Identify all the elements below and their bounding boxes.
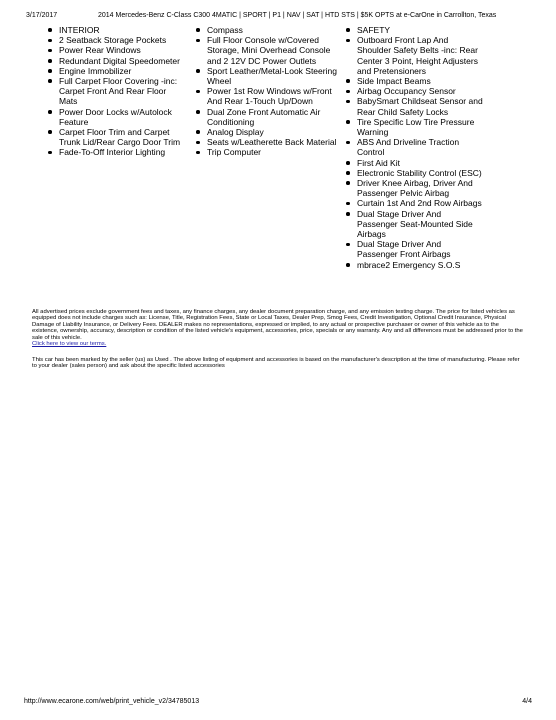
feature-item: Dual Stage Driver And Passenger Seat-Mounted Side Airbags	[343, 209, 483, 240]
page-number: 4/4	[522, 698, 532, 705]
feature-item: Electronic Stability Control (ESC)	[343, 168, 483, 178]
print-date: 3/17/2017	[26, 12, 58, 19]
feature-item: Analog Display	[193, 127, 341, 137]
terms-link[interactable]: Click here to view our terms.	[32, 341, 107, 348]
feature-item: Full Carpet Floor Covering -inc: Carpet Front And Rear Floor Mats	[45, 76, 185, 107]
feature-item: Side Impact Beams	[343, 76, 483, 86]
feature-item: Power Door Locks w/Autolock Feature	[45, 107, 185, 127]
feature-item: 2 Seatback Storage Pockets	[45, 35, 185, 45]
feature-item: Trip Computer	[193, 147, 341, 157]
feature-item: First Aid Kit	[343, 158, 483, 168]
feature-item: Compass	[193, 25, 341, 35]
feature-item: Power Rear Windows	[45, 45, 185, 55]
feature-item: INTERIOR	[45, 25, 185, 35]
feature-item: Tire Specific Low Tire Pressure Warning	[343, 117, 483, 137]
feature-item: BabySmart Childseat Sensor and Rear Child Safety Locks	[343, 96, 483, 116]
used-car-note: This car has been marked by the seller (us) as Used . The above listing of equipment and accessories is based on the manufacturer's description at the time of manufacturing. Please refer to your dealer (sales person) and ask about the specific listed accessories	[32, 357, 520, 370]
feature-item: Dual Stage Driver And Passenger Front Airbags	[343, 239, 483, 259]
footer-url: http://www.ecarone.com/web/print_vehicle_v2/34785013	[24, 698, 200, 705]
disclaimer	[32, 309, 524, 348]
feature-item: Power 1st Row Windows w/Front And Rear 1-Touch Up/Down	[193, 86, 341, 106]
feature-list-right	[343, 25, 483, 270]
feature-item: Fade-To-Off Interior Lighting	[45, 147, 185, 157]
feature-item: Redundant Digital Speedometer	[45, 56, 185, 66]
feature-list-left	[45, 25, 185, 158]
feature-item: Carpet Floor Trim and Carpet Trunk Lid/Rear Cargo Door Trim	[45, 127, 185, 147]
feature-list-middle	[193, 25, 341, 158]
feature-item: mbrace2 Emergency S.O.S	[343, 260, 483, 270]
feature-item: Outboard Front Lap And Shoulder Safety Belts -inc: Rear Center 3 Point, Height Adjusters and Pretensioners	[343, 35, 483, 76]
feature-item: Seats w/Leatherette Back Material	[193, 137, 341, 147]
feature-item: Full Floor Console w/Covered Storage, Mini Overhead Console and 2 12V DC Power Outlets	[193, 35, 341, 66]
feature-item: SAFETY	[343, 25, 483, 35]
feature-item: Engine Immobilizer	[45, 66, 185, 76]
page-title: 2014 Mercedes-Benz C-Class C300 4MATIC | SPORT | P1 | NAV | SAT | HTD STS | $5K OPTS at e-CarOne in Carrollton, Texas	[98, 12, 497, 19]
feature-item: ABS And Driveline Traction Control	[343, 137, 483, 157]
feature-item: Airbag Occupancy Sensor	[343, 86, 483, 96]
feature-item: Driver Knee Airbag, Driver And Passenger Pelvic Airbag	[343, 178, 483, 198]
feature-item: Dual Zone Front Automatic Air Conditioning	[193, 107, 341, 127]
feature-item: Curtain 1st And 2nd Row Airbags	[343, 198, 483, 208]
feature-item: Sport Leather/Metal-Look Steering Wheel	[193, 66, 341, 86]
disclaimer-text: All advertised prices exclude government fees and taxes, any finance charges, any dealer document preparation charge, and any emission testing charge. The price for listed vehicles as equipped does not include charges such as: License, Title, Registration Fees, State or Local Taxes, Dealer Prep, Smog Fees, Credit Investigation, Optional Credit Insurance, Physical Damage of Liability Insurance, or Delivery Fees. DEALER makes no representations, expressed or implied, to any actual or prospective purchaser or owner of this vehicle as to the existence, ownership, accuracy, description or condition of the listed vehicle's equipment, accessories, price, specials or any warranty. Any and all differences must be addressed prior to the sale of this vehicle.	[32, 309, 523, 341]
